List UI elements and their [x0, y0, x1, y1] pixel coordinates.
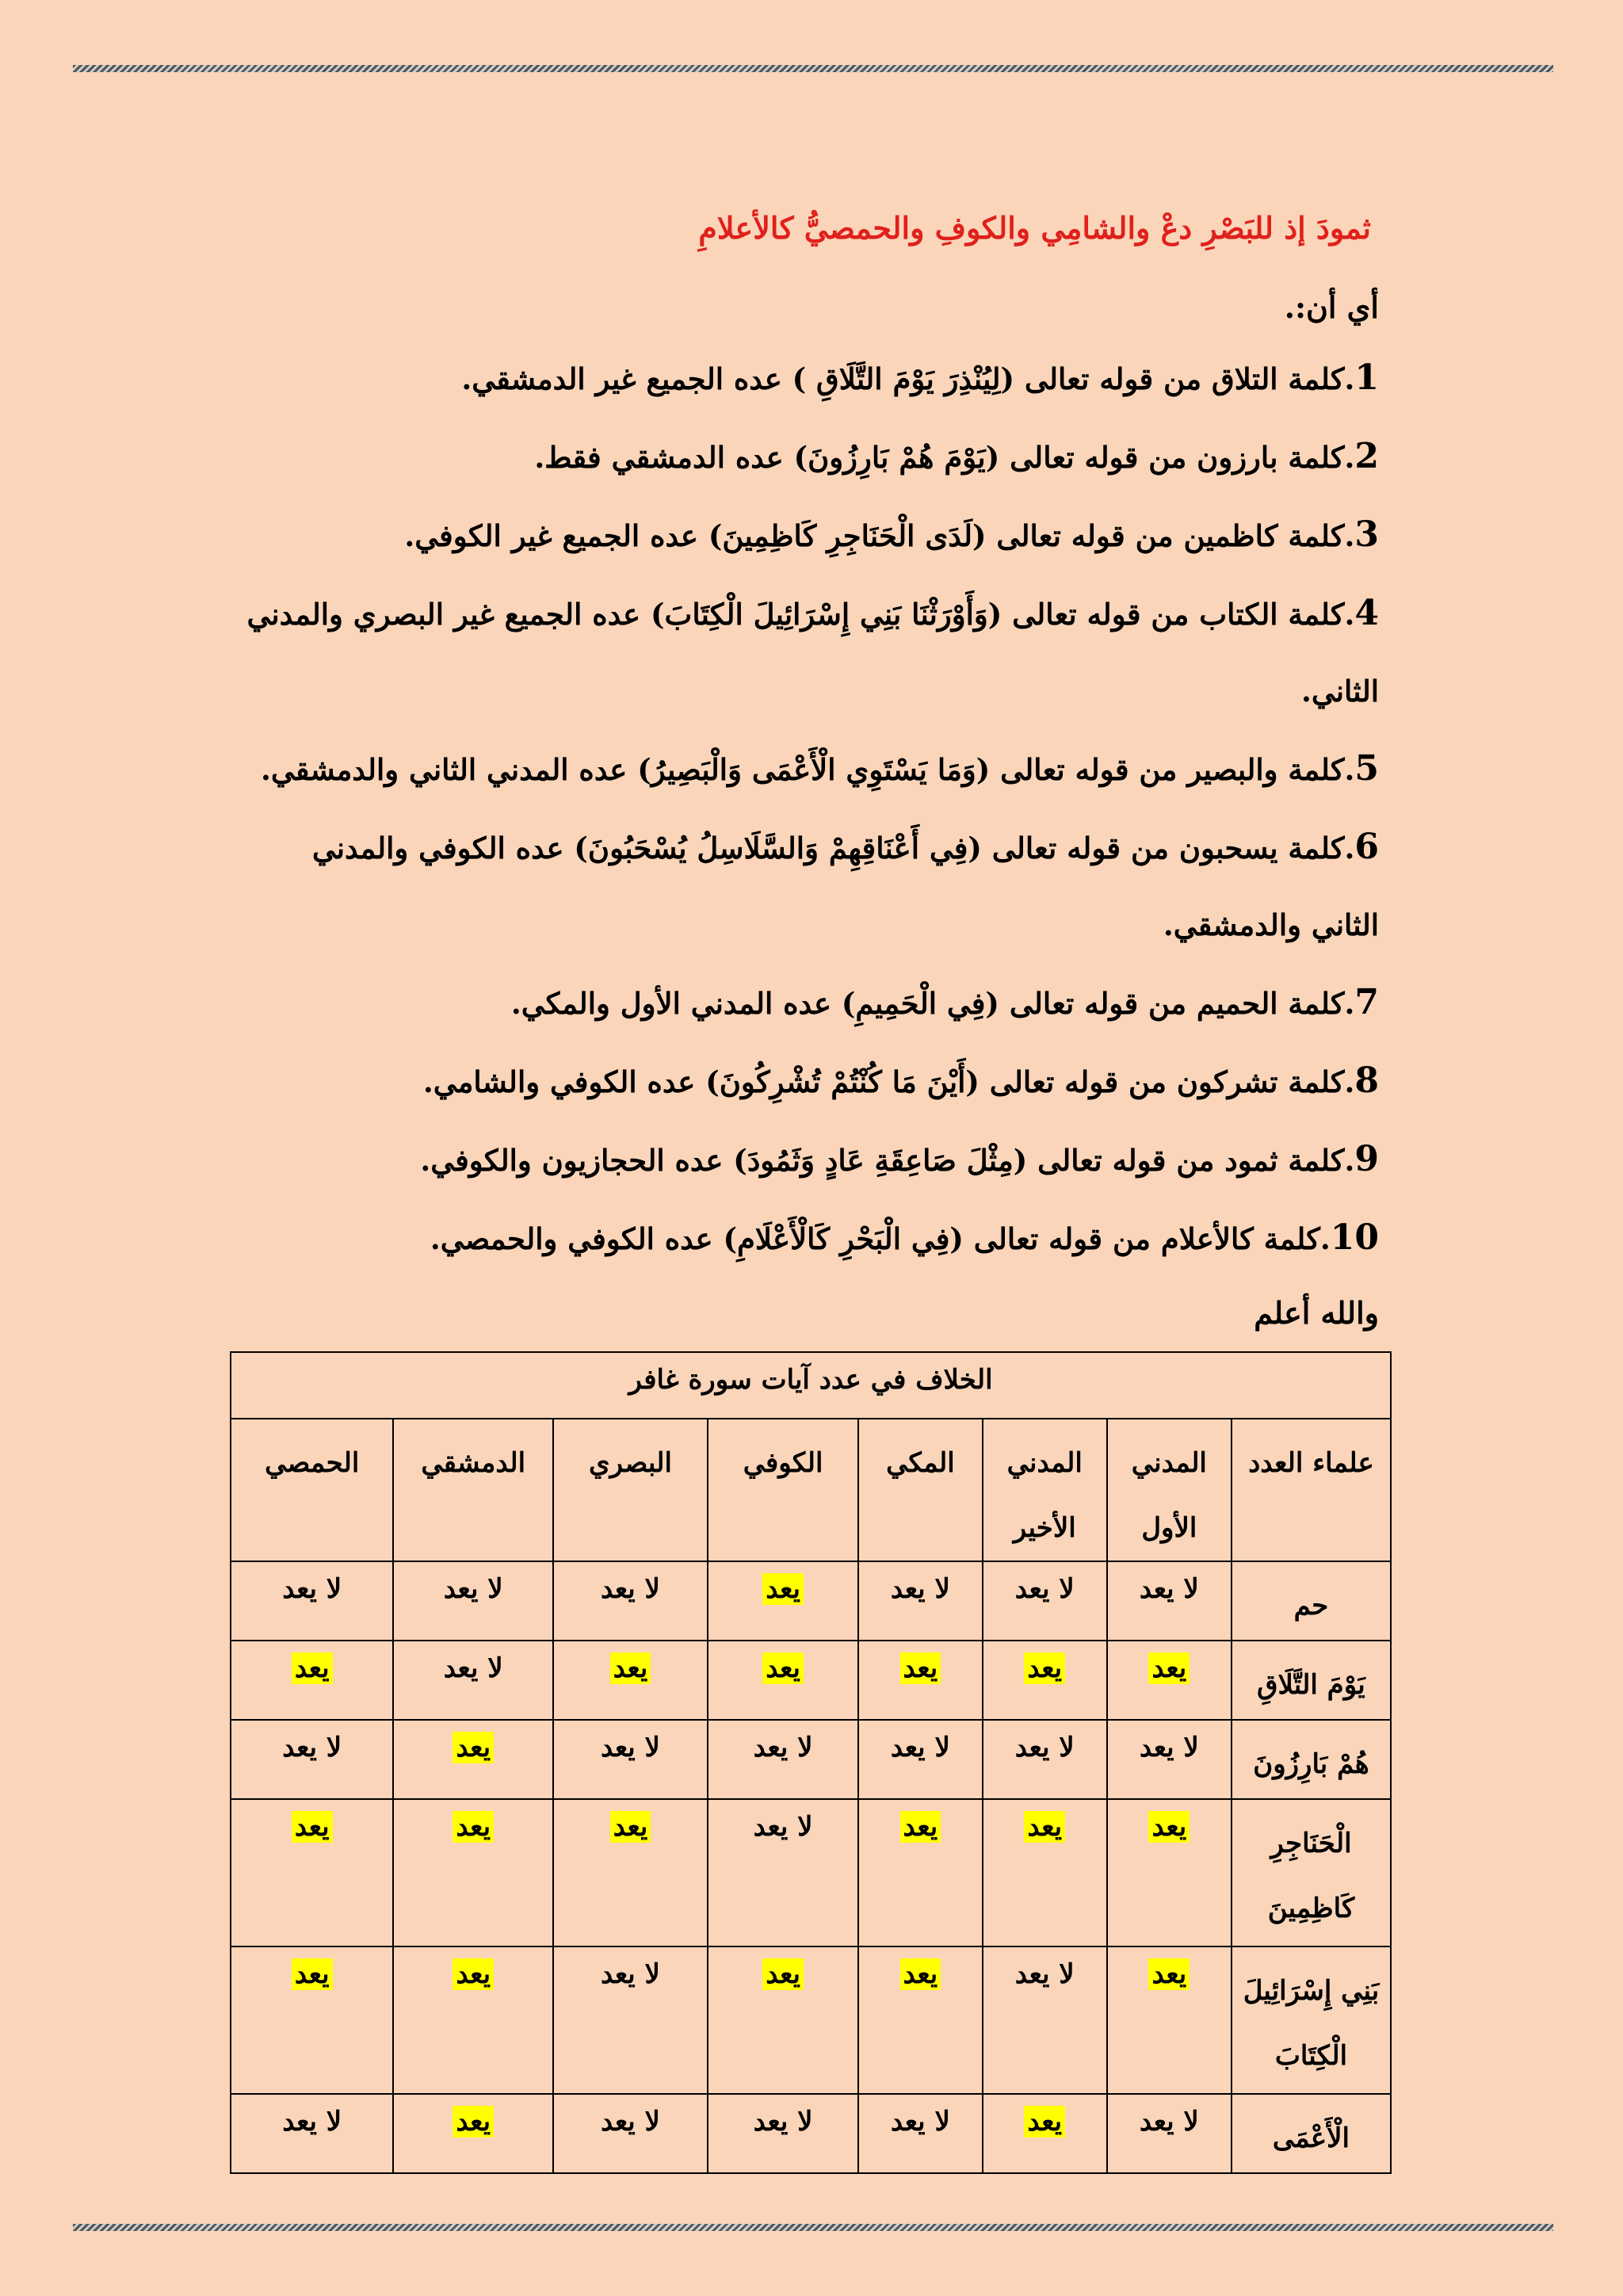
table-cell [708, 1641, 858, 1720]
not-counted-value: لا يعد [890, 2106, 950, 2137]
table-cell [231, 1641, 393, 1720]
table-cell [553, 1641, 708, 1720]
not-counted-value: لا يعد [753, 2106, 813, 2137]
not-counted-value: لا يعد [1139, 1732, 1199, 1763]
table-cell [231, 1561, 393, 1641]
not-counted-value: لا يعد [1139, 2106, 1199, 2137]
counted-value: يعد [1024, 1811, 1065, 1843]
not-counted-value: لا يعد [282, 1732, 342, 1763]
counted-value: يعد [292, 1811, 333, 1843]
counted-value: يعد [292, 1958, 333, 1990]
list-item: 9.كلمة ثمود من قوله تعالى (مِثْلَ صَاعِقَةِ عَادٍ وَثَمُودَ) عده الحجازيون والكوفي. [420, 1139, 1379, 1179]
table-header: الحمصي [231, 1419, 393, 1561]
table-cell-word: بَنِي إِسْرَائِيلَ الْكِتَابَ [1232, 1946, 1391, 2094]
list-item: 8.كلمة تشركون من قوله تعالى (أَيْنَ مَا كُنْتُمْ تُشْرِكُونَ) عده الكوفي والشامي. [422, 1060, 1379, 1101]
table-cell [858, 1641, 983, 1720]
table-cell-word: حم [1232, 1561, 1391, 1641]
counted-value: يعد [900, 1958, 941, 1990]
table-header: البصري [553, 1419, 708, 1561]
table-cell [1107, 1561, 1232, 1641]
table-cell [393, 1946, 553, 2094]
not-counted-value: لا يعد [282, 1573, 342, 1605]
table-cell [231, 2094, 393, 2173]
not-counted-value: لا يعد [890, 1732, 950, 1763]
counted-value: يعد [453, 1811, 494, 1843]
table-header: المكي [858, 1419, 983, 1561]
table-cell [553, 1561, 708, 1641]
list-item: 3.كلمة كاظمين من قوله تعالى (لَدَى الْحَنَاجِرِ كَاظِمِينَ) عده الجميع غير الكوفي. [404, 514, 1379, 555]
table-caption: الخلاف في عدد آيات سورة غافر [231, 1352, 1391, 1419]
counted-value: يعد [762, 1652, 804, 1684]
table-row [231, 1561, 1391, 1641]
table-row [231, 1946, 1391, 2094]
list-item: 6.كلمة يسحبون من قوله تعالى (فِي أَعْنَاقِهِمْ وَالسَّلَاسِلُ يُسْحَبُونَ) عده الكوفي والمدني الثاني والدمشقي. [311, 827, 1379, 942]
table-cell [231, 1720, 393, 1799]
counted-value: يعد [453, 1958, 494, 1990]
intro-text: أي أن:. [1284, 289, 1379, 325]
table-cell [393, 1720, 553, 1799]
table-row [231, 2094, 1391, 2173]
table-body [231, 1561, 1391, 2173]
table-cell [553, 1799, 708, 1946]
counted-value: يعد [1148, 1811, 1190, 1843]
table-header-row [231, 1419, 1391, 1561]
table-cell [708, 1799, 858, 1946]
not-counted-value: لا يعد [601, 2106, 660, 2137]
not-counted-value: لا يعد [443, 1652, 503, 1684]
table-cell [983, 1946, 1107, 2094]
closing-text: والله أعلم [1254, 1295, 1379, 1331]
table-cell [393, 1641, 553, 1720]
table-cell [393, 1799, 553, 1946]
table-cell [1107, 1799, 1232, 1946]
table-cell [553, 2094, 708, 2173]
table-cell [1107, 1946, 1232, 2094]
table-cell [983, 1561, 1107, 1641]
not-counted-value: لا يعد [890, 1573, 950, 1605]
list-item: 7.كلمة الحميم من قوله تعالى (فِي الْحَمِيمِ) عده المدني الأول والمكي. [510, 982, 1379, 1022]
table-cell [708, 1561, 858, 1641]
table-header: المدني الأخير [983, 1419, 1107, 1561]
table-row [231, 1720, 1391, 1799]
not-counted-value: لا يعد [601, 1732, 660, 1763]
document-body [238, 197, 1379, 1349]
table-cell-word: هُمْ بَارِزُونَ [1232, 1720, 1391, 1799]
table-cell-word: الْأَعْمَى [1232, 2094, 1391, 2173]
counted-value: يعد [1148, 1958, 1190, 1990]
table-cell [983, 1799, 1107, 1946]
ayah-count-table [230, 1351, 1392, 2174]
table-cell [1107, 1720, 1232, 1799]
table-cell [553, 1946, 708, 2094]
not-counted-value: لا يعد [1014, 1732, 1075, 1763]
table-cell [983, 1720, 1107, 1799]
table-header: المدني الأول [1107, 1419, 1232, 1561]
table-header: علماء العدد [1232, 1419, 1391, 1561]
counted-value: يعد [1024, 2106, 1065, 2137]
counted-value: يعد [292, 1652, 333, 1684]
list-item: 5.كلمة والبصير من قوله تعالى (وَمَا يَسْتَوِي الْأَعْمَى وَالْبَصِيرُ) عده المدني الثاني والدمشقي. [261, 748, 1379, 789]
counted-value: يعد [900, 1811, 941, 1843]
counted-value: يعد [610, 1652, 651, 1684]
counted-value: يعد [1148, 1652, 1190, 1684]
verse-heading: ثمودَ إذ للبَصْرِ دعْ والشامِي والكوفِ والحمصيُّ كالأعلامِ [698, 210, 1371, 246]
table-cell [858, 1799, 983, 1946]
table-cell [708, 2094, 858, 2173]
list-item: 4.كلمة الكتاب من قوله تعالى (وَأَوْرَثْنَا بَنِي إِسْرَائِيلَ الْكِتَابَ) عده الجميع غير البصري والمدني الثاني. [246, 593, 1379, 709]
table-cell [858, 2094, 983, 2173]
not-counted-value: لا يعد [1014, 1573, 1075, 1605]
counted-value: يعد [900, 1652, 941, 1684]
counted-value: يعد [1024, 1652, 1065, 1684]
counted-value: يعد [762, 1573, 804, 1605]
list-item: 2.كلمة بارزون من قوله تعالى (يَوْمَ هُمْ بَارِزُونَ) عده الدمشقي فقط. [534, 436, 1379, 476]
not-counted-value: لا يعد [1014, 1958, 1075, 1990]
table-header: الكوفي [708, 1419, 858, 1561]
table-cell [858, 1946, 983, 2094]
counted-value: يعد [610, 1811, 651, 1843]
table-cell [708, 1946, 858, 2094]
table-cell [983, 2094, 1107, 2173]
not-counted-value: لا يعد [1139, 1573, 1199, 1605]
table-cell [858, 1561, 983, 1641]
not-counted-value: لا يعد [282, 2106, 342, 2137]
table-header: الدمشقي [393, 1419, 553, 1561]
counted-value: يعد [453, 2106, 494, 2137]
counted-value: يعد [453, 1732, 494, 1763]
table-row [231, 1799, 1391, 1946]
table-row [231, 1641, 1391, 1720]
table-cell [1107, 1641, 1232, 1720]
table-cell-word: يَوْمَ التَّلَاقِ [1232, 1641, 1391, 1720]
not-counted-value: لا يعد [601, 1573, 660, 1605]
not-counted-value: لا يعد [753, 1811, 813, 1843]
top-decorative-rule [73, 65, 1553, 72]
items-list [238, 339, 1379, 1278]
table-cell [231, 1799, 393, 1946]
table-cell [231, 1946, 393, 2094]
table-cell [858, 1720, 983, 1799]
table-cell-word: الْحَنَاجِرِ كَاظِمِينَ [1232, 1799, 1391, 1946]
list-item: 1.كلمة التلاق من قوله تعالى (لِيُنْذِرَ يَوْمَ التَّلَاقِ ) عده الجميع غير الدمشقي. [461, 357, 1379, 398]
list-item: 10.كلمة كالأعلام من قوله تعالى (فِي الْبَحْرِ كَالْأَعْلَامِ) عده الكوفي والحمصي. [430, 1217, 1379, 1258]
not-counted-value: لا يعد [443, 1573, 503, 1605]
table-cell [1107, 2094, 1232, 2173]
not-counted-value: لا يعد [601, 1958, 660, 1990]
counted-value: يعد [762, 1958, 804, 1990]
not-counted-value: لا يعد [753, 1732, 813, 1763]
table-cell [393, 2094, 553, 2173]
table-cell [553, 1720, 708, 1799]
table-cell [983, 1641, 1107, 1720]
bottom-decorative-rule [73, 2224, 1553, 2231]
table-cell [708, 1720, 858, 1799]
table-cell [393, 1561, 553, 1641]
